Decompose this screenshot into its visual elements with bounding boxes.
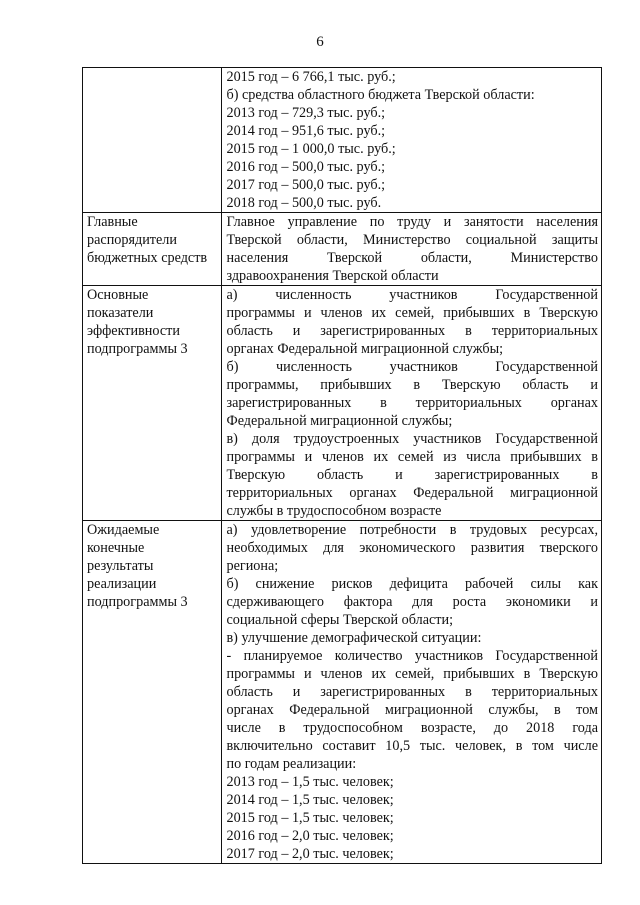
row-label-line: Основные	[87, 287, 149, 303]
row-content-line: органах Федеральной миграционной службы, в том	[226, 702, 598, 718]
row-label-cell	[83, 286, 222, 521]
row-content-line: б) численность участников Государственной	[226, 359, 598, 375]
row-content-line: 2014 год – 1,5 тыс. человек;	[226, 792, 394, 808]
row-content-line: Тверской области, Министерство социальной защиты	[226, 232, 598, 248]
row-content-line: - планируемое количество участников Государственной	[226, 648, 598, 664]
row-content-line: 2015 год – 1,5 тыс. человек;	[226, 810, 394, 826]
row-content-cell	[222, 213, 602, 286]
row-content-line: Главное управление по труду и занятости населения	[226, 214, 598, 230]
row-content-line: включительно составит 10,5 тыс. человек, в том числе	[226, 738, 598, 754]
row-content-line: а) численность участников Государственной	[226, 287, 598, 303]
row-content-line: 2017 год – 2,0 тыс. человек;	[226, 846, 394, 862]
row-label-cell	[83, 213, 222, 286]
row-content-line: область и зарегистрированных в территориальных	[226, 684, 598, 700]
row-label-cell	[83, 68, 222, 213]
row-performance-indicators	[83, 286, 602, 521]
row-content-cell	[222, 521, 602, 864]
row-content-line: необходимых для экономического развития тверского	[226, 540, 598, 556]
row-content-line: программы и членов их семей, прибывших в Тверскую	[226, 305, 598, 321]
row-content-line: сдерживающего фактора для роста экономики и	[226, 594, 598, 610]
row-label-line: подпрограммы 3	[87, 341, 188, 357]
row-content-line: Тверскую область и зарегистрированных в	[226, 467, 598, 483]
row-content-line: 2018 год – 500,0 тыс. руб.	[226, 195, 382, 211]
row-content-line: службы в трудоспособном возрасте	[226, 503, 442, 519]
row-content-line: региона;	[226, 558, 279, 574]
row-content-line: социальной сферы Тверской области;	[226, 612, 454, 628]
row-funding-continuation	[83, 68, 602, 213]
row-label-line: Главные	[87, 214, 138, 230]
row-content-line: 2015 год – 6 766,1 тыс. руб.;	[226, 69, 396, 85]
row-content-line: зарегистрированных в территориальных органах	[226, 395, 598, 411]
row-content-line: программы и членов их семей из числа прибывших в	[226, 449, 598, 465]
row-content-line: территориальных органах Федеральной миграционной	[226, 485, 598, 501]
row-label-line: распорядители	[87, 232, 177, 248]
row-content-line: 2015 год – 1 000,0 тыс. руб.;	[226, 141, 396, 157]
row-content-line: программы и членов их семей, прибывших в Тверскую	[226, 666, 598, 682]
row-content-line: б) снижение рисков дефицита рабочей силы как	[226, 576, 598, 592]
row-content-line: программы, прибывших в Тверскую область и	[226, 377, 598, 393]
row-content-line: 2016 год – 2,0 тыс. человек;	[226, 828, 394, 844]
row-label-line: бюджетных средств	[87, 250, 208, 266]
row-label-line: эффективности	[87, 323, 180, 339]
row-label-line: подпрограммы 3	[87, 594, 188, 610]
row-content-line: по годам реализации:	[226, 756, 357, 772]
row-content-cell	[222, 286, 602, 521]
row-content-line: населения Тверской области, Министерство	[226, 250, 598, 266]
row-content-line: здравоохранения Тверской области	[226, 268, 439, 284]
row-content-line: органах Федеральной миграционной службы;	[226, 341, 504, 357]
row-label-line: реализации	[87, 576, 157, 592]
row-content-line: 2013 год – 1,5 тыс. человек;	[226, 774, 394, 790]
row-budget-managers	[83, 213, 602, 286]
row-label-line: результаты	[87, 558, 154, 574]
row-content-cell	[222, 68, 602, 213]
row-content-line: числе в трудоспособном возрасте, до 2018 года	[226, 720, 598, 736]
row-content-line: б) средства областного бюджета Тверской области:	[226, 87, 535, 103]
row-content-line: Федеральной миграционной службы;	[226, 413, 453, 429]
row-content-line: в) улучшение демографической ситуации:	[226, 630, 482, 646]
row-content-line: 2014 год – 951,6 тыс. руб.;	[226, 123, 386, 139]
row-content-line: область и зарегистрированных в территориальных	[226, 323, 598, 339]
program-passport-table	[82, 67, 602, 864]
row-label-line: конечные	[87, 540, 145, 556]
row-content-line: а) удовлетворение потребности в трудовых ресурсах,	[226, 522, 598, 538]
row-content-line: 2016 год – 500,0 тыс. руб.;	[226, 159, 386, 175]
page-number: 6	[316, 34, 324, 50]
row-content-line: в) доля трудоустроенных участников Государственной	[226, 431, 598, 447]
row-label-cell	[83, 521, 222, 864]
row-label-line: Ожидаемые	[87, 522, 160, 538]
row-label-line: показатели	[87, 305, 154, 321]
row-content-line: 2017 год – 500,0 тыс. руб.;	[226, 177, 386, 193]
row-content-line: 2013 год – 729,3 тыс. руб.;	[226, 105, 386, 121]
row-expected-results	[83, 521, 602, 864]
